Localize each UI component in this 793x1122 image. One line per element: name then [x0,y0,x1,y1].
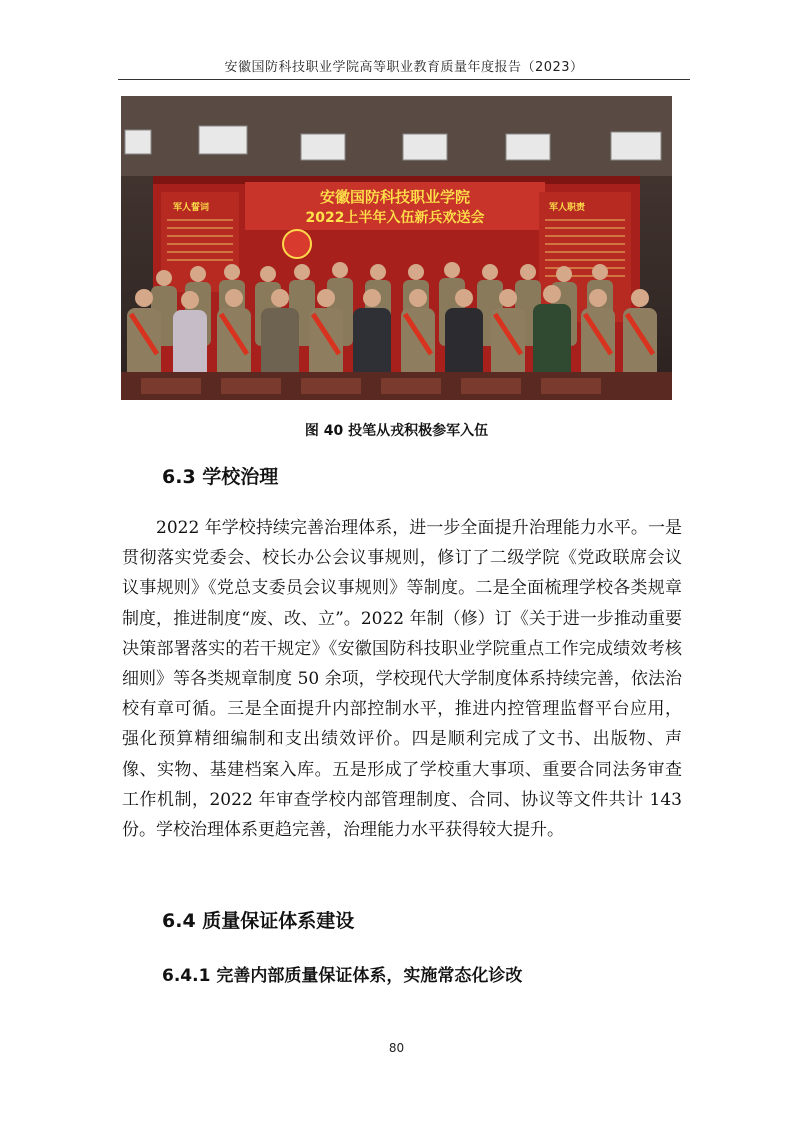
right-panel-title: 军人职责 [548,203,586,213]
banner-line1: 安徽国防科技职业学院 [319,188,471,206]
figure-caption: 图 40 投笔从戎积极参军入伍 [304,423,489,439]
header-rule [118,79,690,80]
page-number: 80 [388,1041,405,1055]
subsection-heading-6-4-1: 6.4.1 完善内部质量保证体系，实施常态化诊改 [162,966,523,986]
left-panel-title: 军人誓词 [172,203,210,213]
figure-photo [121,96,672,400]
banner-line2: 2022上半年入伍新兵欢送会 [305,210,485,226]
running-header: 安徽国防科技职业学院高等职业教育质量年度报告（2023） [224,60,584,75]
section-heading-6-3: 6.3 学校治理 [162,466,279,488]
photo-illustration [121,96,672,400]
emblem [283,230,311,258]
section-heading-6-4: 6.4 质量保证体系建设 [162,910,355,932]
body-paragraph: 2022 年学校持续完善治理体系，进一步全面提升治理能力水平。一是贯彻落实党委会、校长办公会议事规则，修订了二级学院《党政联席会议议事规则》《党总支委员会议事规则》等制度。二是全面梳理学校各类规章制度，推进制度“废、改、立”。2022 年制（修）订《关于进一步推动重要决策部署落实的若干规定》《安徽国防科技职业学院重点工作完成绩效考核细则》等各类规章制度 50 余项，学校现代大学制度体系持续完善，依法治校有章可循。三是全面提升内部控制水平，推进内控管理监督平台应用，强化预算精细编制和支出绩效评价。四是顺利完成了文书、出版物、声像、实物、基建档案入库。五是形成了学校重大事项、重要合同法务审查工作机制，2022 年审查学校内部管理制度、合同、协议等文件共计 143 份。学校治理体系更趋完善，治理能力水平获得较大提升。 [122,518,682,841]
